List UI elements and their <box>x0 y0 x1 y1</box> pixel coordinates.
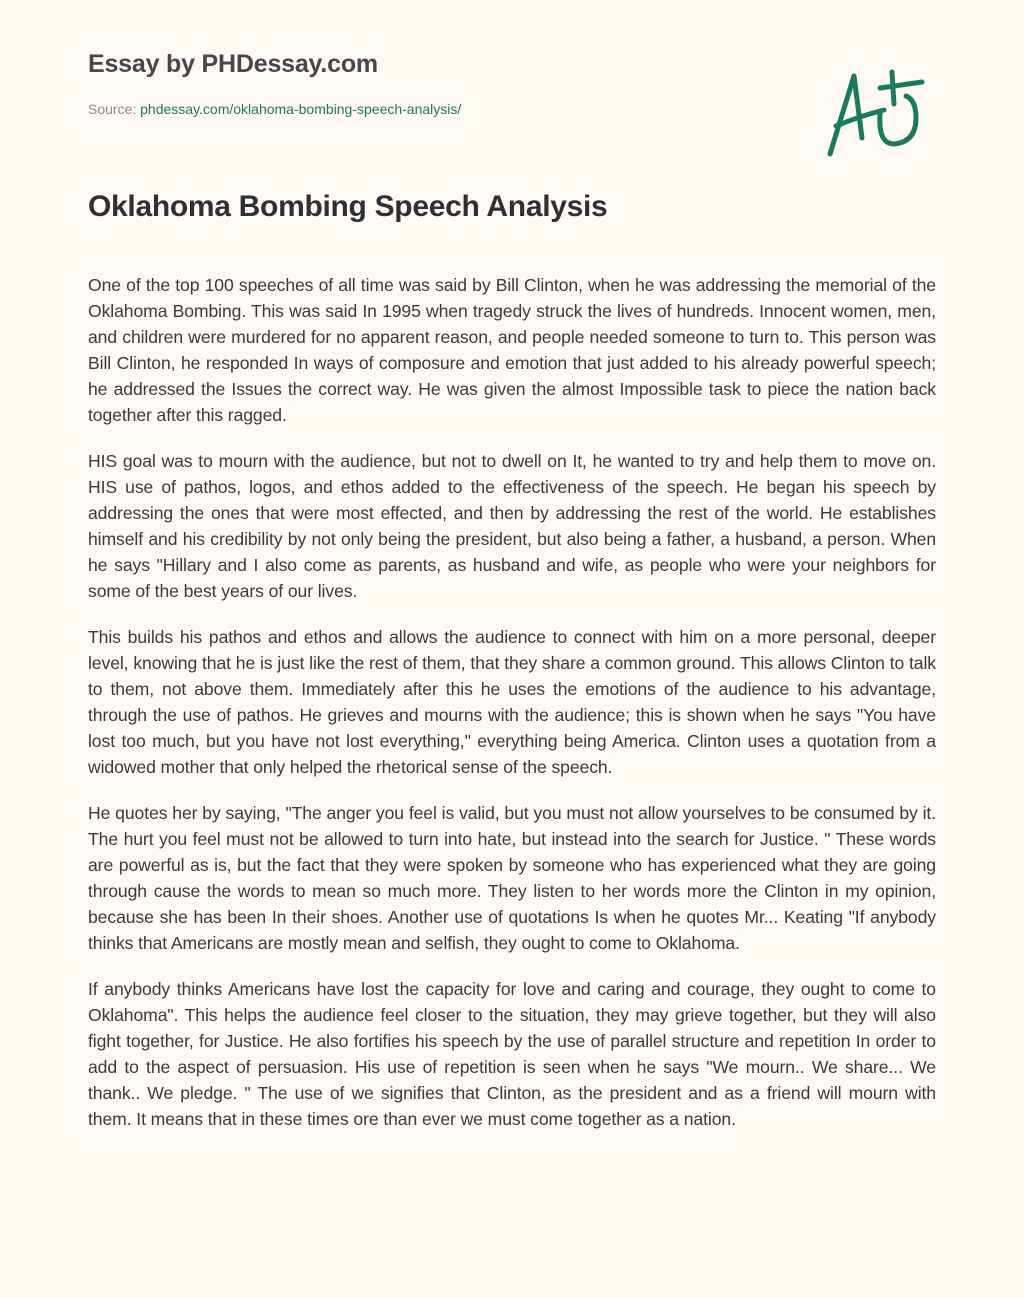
source-link[interactable]: phdessay.com/oklahoma-bombing-speech-analysis/ <box>140 101 462 117</box>
essay-paragraph: If anybody thinks Americans have lost the capacity for love and caring and courage, they ought to come to Oklahoma". This helps the audience feel closer to the situation, they may grieve together, but they will also fight together, for Justice. He also fortifies his speech by the use of parallel structure and repetition In order to add to the aspect of persuasion. His use of repetition is seen when he says "We mourn.. We share... We thank.. We pledge. " The use of we signifies that Clinton, as the president and as a friend will mourn with them. It means that in these times ore than ever we must come together as a nation. <box>88 979 936 1129</box>
essay-body <box>88 272 936 1250</box>
a-plus-logo-icon <box>820 64 930 160</box>
source-label: Source: <box>88 101 137 117</box>
page-title: Oklahoma Bombing Speech Analysis <box>88 190 608 223</box>
essay-paragraph: He quotes her by saying, "The anger you feel is valid, but you must not allow yourselves to be consumed by it. The hurt you feel must not be allowed to turn into hate, but instead into the search for Justice. " These words are powerful as is, but the fact that they were spoken by someone who has experienced what they are going through cause the words to mean so much more. They listen to her words more the Clinton in my opinion, because she has been In their shoes. Another use of quotations Is when he quotes Mr... Keating "If anybody thinks that Americans are mostly mean and selfish, they ought to come to Oklahoma. <box>88 803 936 953</box>
essay-paragraph: This builds his pathos and ethos and allows the audience to connect with him on a more personal, deeper level, knowing that he is just like the rest of them, that they share a common ground. This allows Clinton to talk to them, not above them. Immediately after this he uses the emotions of the audience to his advantage, through the use of pathos. He grieves and mourns with the audience; this is shown when he says "You have lost too much, but you have not lost everything," everything being America. Clinton uses a quotation from a widowed mother that only helped the rhetorical sense of the speech. <box>88 627 936 777</box>
essay-paragraph: HIS goal was to mourn with the audience, but not to dwell on It, he wanted to try and help them to move on. HIS use of pathos, logos, and ethos added to the effectiveness of the speech. He began his speech by addressing the ones that were most effected, and then by addressing the rest of the world. He establishes himself and his credibility by not only being the president, but also being a father, a husband, a person. When he says "Hillary and I also come as parents, as husband and wife, as people who were your neighbors for some of the best years of our lives. <box>88 451 936 601</box>
source-line <box>88 101 461 117</box>
essay-paragraph: One of the top 100 speeches of all time was said by Bill Clinton, when he was addressing the memorial of the Oklahoma Bombing. This was said In 1995 when tragedy struck the lives of hundreds. Innocent women, men, and children were murdered for no apparent reason, and people needed someone to turn to. This person was Bill Clinton, he responded In ways of composure and emotion that just added to his already powerful speech; he addressed the Issues the correct way. He was given the almost Impossible task to piece the nation back together after this ragged. <box>88 275 936 425</box>
site-brand: Essay by PHDessay.com <box>88 50 378 78</box>
